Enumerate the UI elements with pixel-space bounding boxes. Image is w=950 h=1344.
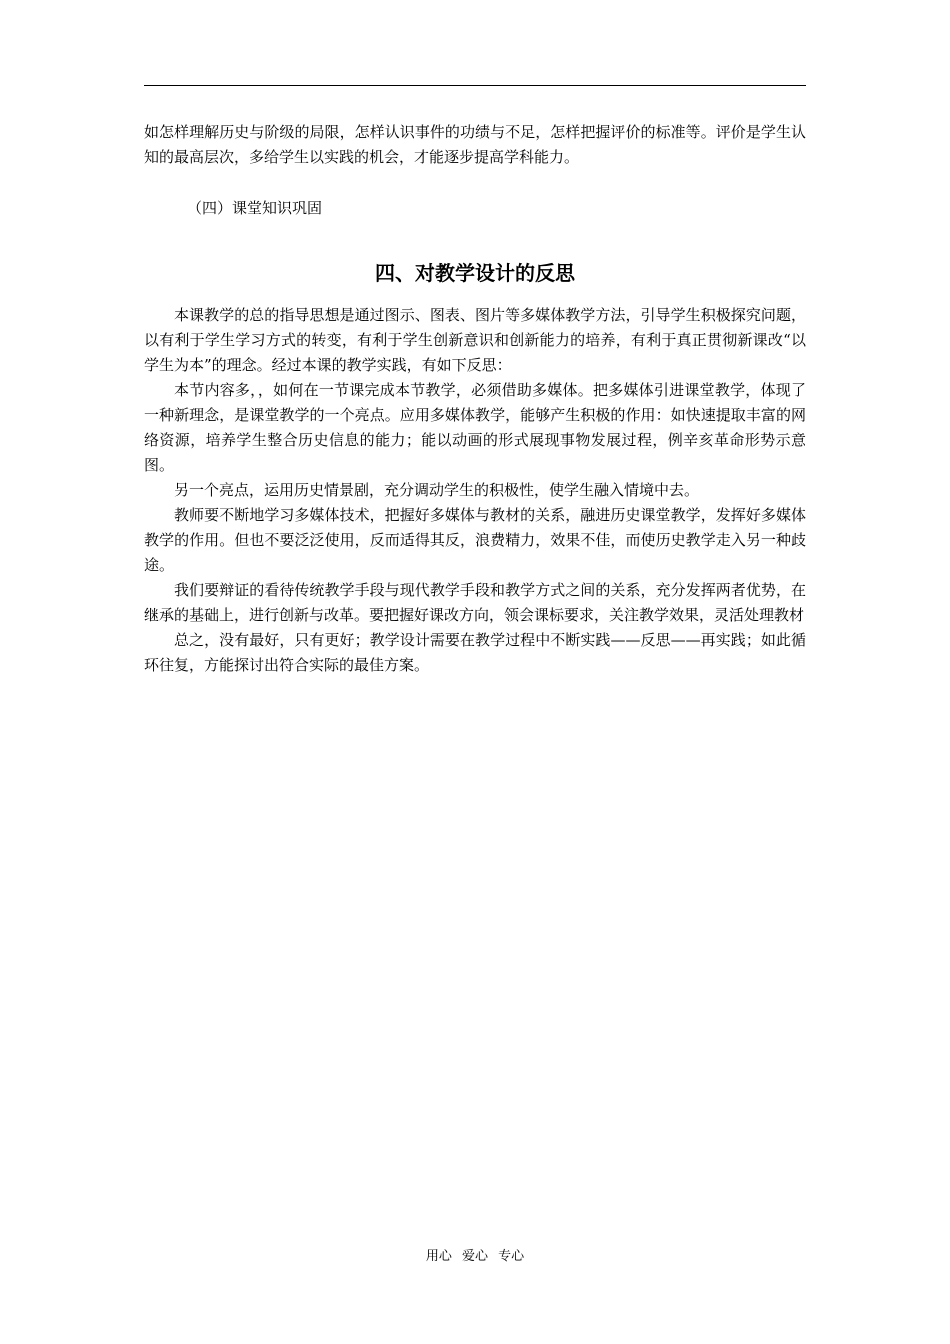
reflection-paragraph: 本课教学的总的指导思想是通过图示、图表、图片等多媒体教学方法，引导学生积极探究问题，以有利于学生学习方式的转变，有利于学生创新意识和创新能力的培养，有利于真正贯彻新课改“以学生为本”的理念。经过本课的教学实践，有如下反思： [144,306,806,374]
section-title: 四、对教学设计的反思 [375,261,575,285]
intro-continuation-paragraph: 如怎样理解历史与阶级的局限，怎样认识事件的功绩与不足，怎样把握评价的标准等。评价是学生认知的最高层次，多给学生以实践的机会，才能逐步提高学科能力。 [144,123,806,166]
subheading-knowledge-consolidation: （四）课堂知识巩固 [187,199,323,217]
page-footer: 用心 爱心 专心 [425,1249,525,1264]
header-rule [144,85,806,86]
reflection-paragraph: 我们要辩证的看待传统教学手段与现代教学手段和教学方式之间的关系，充分发挥两者优势，在继承的基础上，进行创新与改革。要把握好课改方向，领会课标要求，关注教学效果，灵活处理教材 [144,581,806,624]
reflection-paragraph: 本节内容多，，如何在一节课完成本节教学，必须借助多媒体。把多媒体引进课堂教学，体现了一种新理念，是课堂教学的一个亮点。应用多媒体教学，能够产生积极的作用：如快速提取丰富的网络资源，培养学生整合历史信息的能力；能以动画的形式展现事物发展过程，例辛亥革命形势示意图。 [144,381,806,474]
document-body [144,120,806,678]
reflection-paragraph: 总之，没有最好，只有更好；教学设计需要在教学过程中不断实践——反思——再实践；如此循环往复，方能探讨出符合实际的最佳方案。 [144,631,806,674]
reflection-paragraph: 另一个亮点，运用历史情景剧，充分调动学生的积极性，使学生融入情境中去。 [174,481,700,499]
reflection-paragraph: 教师要不断地学习多媒体技术，把握好多媒体与教材的关系，融进历史课堂教学，发挥好多媒体教学的作用。但也不要泛泛使用，反而适得其反，浪费精力，效果不佳，而使历史教学走入另一种歧途。 [144,506,806,574]
